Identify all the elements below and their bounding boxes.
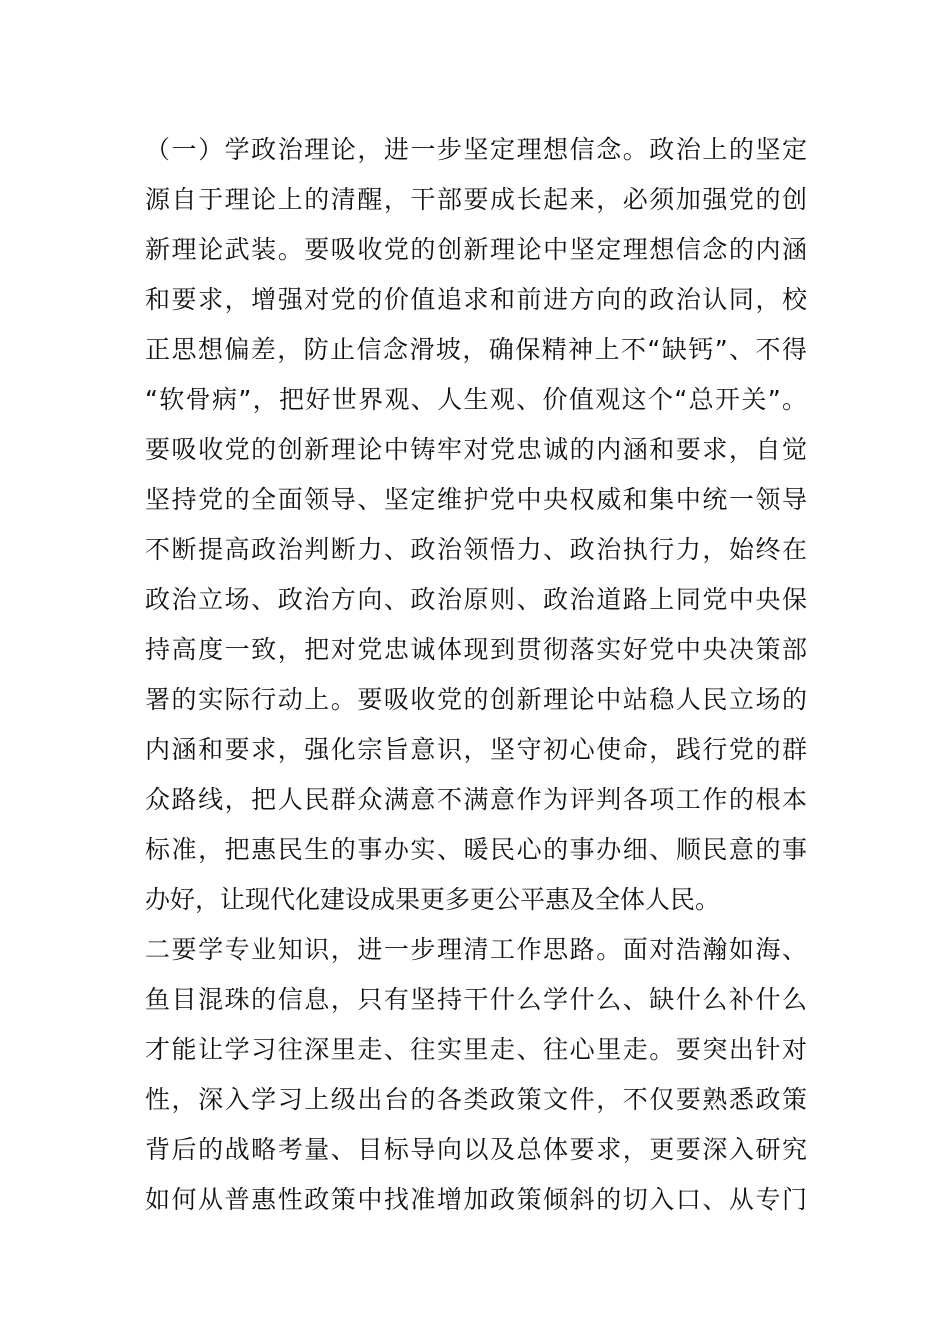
text-line: 二要学专业知识，进一步理清工作思路。面对浩瀚如海、 <box>145 935 807 964</box>
text-line: 和要求，增强对党的价值追求和前进方向的政治认同，校 <box>145 285 807 314</box>
text-line: 正思想偏差，防止信念滑坡，确保精神上不“缺钙”、不得 <box>145 335 807 364</box>
paragraph-politics <box>145 125 807 925</box>
text-line: 不断提高政治判断力、政治领悟力、政治执行力，始终在 <box>145 535 807 564</box>
text-line: 署的实际行动上。要吸收党的创新理论中站稳人民立场的 <box>145 685 807 714</box>
text-line: （一）学政治理论，进一步坚定理想信念。政治上的坚定 <box>145 135 807 164</box>
paragraph-professional-knowledge <box>145 925 807 1225</box>
document-body <box>145 125 807 1225</box>
text-line: 办好，让现代化建设成果更多更公平惠及全体人民。 <box>145 885 721 914</box>
text-line: 要吸收党的创新理论中铸牢对党忠诚的内涵和要求，自觉 <box>145 435 807 464</box>
text-line: 持高度一致，把对党忠诚体现到贯彻落实好党中央决策部 <box>145 635 807 664</box>
text-line: 性，深入学习上级出台的各类政策文件，不仅要熟悉政策 <box>145 1085 807 1114</box>
text-line: 众路线，把人民群众满意不满意作为评判各项工作的根本 <box>145 785 807 814</box>
text-line: 新理论武装。要吸收党的创新理论中坚定理想信念的内涵 <box>145 235 807 264</box>
text-line: 如何从普惠性政策中找准增加政策倾斜的切入口、从专门 <box>145 1185 807 1214</box>
text-line: 才能让学习往深里走、往实里走、往心里走。要突出针对 <box>145 1035 807 1064</box>
text-line: 源自于理论上的清醒，干部要成长起来，必须加强党的创 <box>145 185 807 214</box>
text-line: 鱼目混珠的信息，只有坚持干什么学什么、缺什么补什么 <box>145 985 807 1014</box>
text-line: 坚持党的全面领导、坚定维护党中央权威和集中统一领导 <box>145 485 807 514</box>
text-line: 内涵和要求，强化宗旨意识，坚守初心使命，践行党的群 <box>145 735 807 764</box>
text-line: 背后的战略考量、目标导向以及总体要求，更要深入研究 <box>145 1135 807 1164</box>
text-line: “软骨病”，把好世界观、人生观、价值观这个“总开关”。 <box>145 385 807 414</box>
text-line: 标准，把惠民生的事办实、暖民心的事办细、顺民意的事 <box>145 835 807 864</box>
text-line: 政治立场、政治方向、政治原则、政治道路上同党中央保 <box>145 585 807 614</box>
